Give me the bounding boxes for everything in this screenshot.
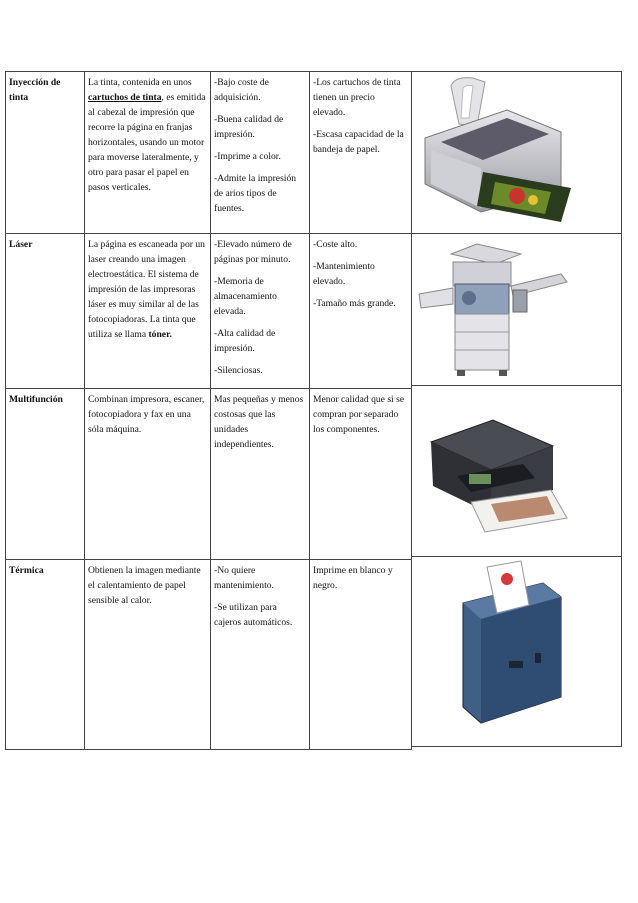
desc-text: La tinta, contenida en unos xyxy=(88,77,192,88)
advantage-item: -Silenciosas. xyxy=(214,365,263,376)
table-row xyxy=(6,389,412,560)
printer-advantages xyxy=(211,389,310,560)
printer-disadvantages xyxy=(310,72,412,234)
disadvantage-item: -Escasa capacidad de la bandeja de papel. xyxy=(313,129,404,155)
printer-advantages xyxy=(211,72,310,234)
disadvantage-item: -Coste alto. xyxy=(313,239,358,250)
printer-type: Térmica xyxy=(6,560,85,750)
advantage-item: -Buena calidad de impresión. xyxy=(214,114,284,140)
advantage-item: -Se utilizan para cajeros automáticos. xyxy=(214,602,293,628)
desc-emphasis: tóner. xyxy=(148,329,172,340)
advantage-item: -Bajo coste de adquisición. xyxy=(214,77,269,103)
table-row xyxy=(6,72,412,234)
disadvantage-item: -Tamaño más grande. xyxy=(313,298,396,309)
inkjet-printer-icon xyxy=(411,72,621,234)
printer-type: Láser xyxy=(6,234,85,389)
thermal-printer-image-cell xyxy=(411,556,622,747)
advantage-item: Mas pequeñas y menos costosas que las unidades independientes. xyxy=(214,394,304,450)
disadvantage-item: Menor calidad que si se compran por separado los componentes. xyxy=(313,394,405,435)
advantage-item: -No quiere mantenimiento. xyxy=(214,565,274,591)
laser-copier-icon xyxy=(411,234,621,386)
printer-advantages xyxy=(211,560,310,750)
desc-text: Obtienen la imagen mediante el calentamiento de papel sensible al calor. xyxy=(88,565,201,606)
multifunction-printer-icon xyxy=(411,386,621,557)
printer-description xyxy=(85,560,211,750)
desc-emphasis: cartuchos de tinta xyxy=(88,92,162,103)
advantage-item: -Alta calidad de impresión. xyxy=(214,328,276,354)
advantage-item: -Admite la impresión de arios tipos de fuentes. xyxy=(214,173,297,214)
laser-copier-image-cell xyxy=(411,233,622,386)
multifunction-printer-image-cell xyxy=(411,385,622,557)
advantage-item: -Elevado número de páginas por minuto. xyxy=(214,239,292,265)
advantage-item: -Memoria de almacenamiento elevada. xyxy=(214,276,277,317)
printer-description xyxy=(85,234,211,389)
printer-description xyxy=(85,72,211,234)
disadvantage-item: Imprime en blanco y negro. xyxy=(313,565,393,591)
printer-type: Inyección de tinta xyxy=(6,72,85,234)
printer-advantages xyxy=(211,234,310,389)
printer-disadvantages xyxy=(310,389,412,560)
inkjet-printer-image-cell xyxy=(411,71,622,234)
desc-text: La página es escaneada por un laser creando una imagen electroestática. El sistema de impresión de las impresoras láser es muy similar al de las fotocopiadoras. La tinta que utiliza se llama xyxy=(88,239,205,340)
thermal-printer-icon xyxy=(411,557,621,747)
desc-text: Combinan impresora, escaner, fotocopiadora y fax en una sóla máquina. xyxy=(88,394,205,435)
printer-description xyxy=(85,389,211,560)
disadvantage-item: -Mantenimiento elevado. xyxy=(313,261,375,287)
printer-disadvantages xyxy=(310,560,412,750)
printer-disadvantages xyxy=(310,234,412,389)
desc-text: , es emitida al cabezal de impresión que recorre la página en franjas horizontales, usando un motor para moverse lateralmente, y otro para pasar el papel en pasos verticales. xyxy=(88,92,206,193)
disadvantage-item: -Los cartuchos de tinta tienen un precio elevado. xyxy=(313,77,401,118)
table-row xyxy=(6,560,412,750)
printer-type: Multifunción xyxy=(6,389,85,560)
table-row xyxy=(6,234,412,389)
printer-types-table xyxy=(5,71,412,750)
advantage-item: -Imprime a color. xyxy=(214,151,281,162)
